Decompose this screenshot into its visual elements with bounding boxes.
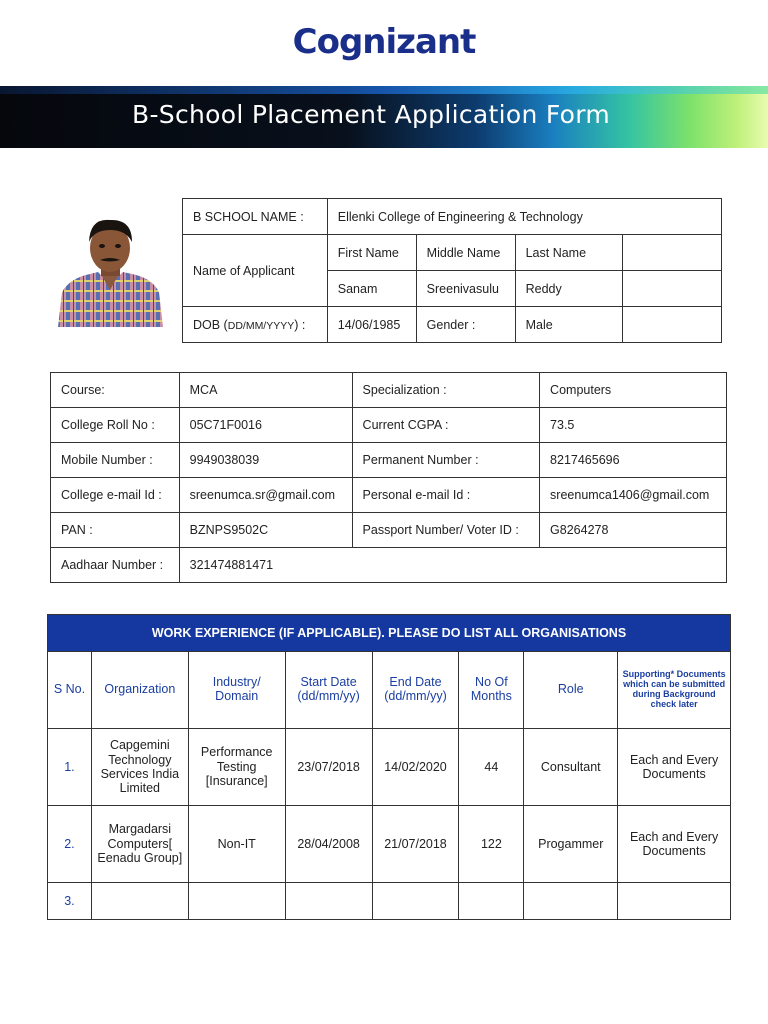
row-months: 122 <box>459 806 524 883</box>
work-experience-title: WORK EXPERIENCE (IF APPLICABLE). PLEASE DO LIST ALL ORGANISATIONS <box>48 615 731 652</box>
col-end-date: End Date (dd/mm/yy) <box>372 652 459 729</box>
school-label: B SCHOOL NAME : <box>183 199 328 235</box>
row-start-date: 23/07/2018 <box>285 729 372 806</box>
first-name-label: First Name <box>327 235 416 271</box>
personal-email-label: Personal e-mail Id : <box>352 478 540 513</box>
row-organization: Margadarsi Computers[ Eenadu Group] <box>91 806 188 883</box>
gender-value: Male <box>515 307 623 343</box>
row-organization: Capgemini Technology Services India Limited <box>91 729 188 806</box>
row-sno: 2. <box>48 806 92 883</box>
row-start-date <box>285 883 372 920</box>
row-end-date: 21/07/2018 <box>372 806 459 883</box>
form-title: B-School Placement Application Form <box>132 100 611 129</box>
row-role <box>524 883 618 920</box>
specialization-value: Computers <box>540 373 727 408</box>
row-role: Consultant <box>524 729 618 806</box>
row-industry: Non-IT <box>188 806 285 883</box>
empty-cell <box>623 307 722 343</box>
aadhaar-label: Aadhaar Number : <box>51 548 180 583</box>
table-row <box>48 729 731 806</box>
applicant-table <box>182 198 722 343</box>
row-start-date: 28/04/2008 <box>285 806 372 883</box>
specialization-label: Specialization : <box>352 373 540 408</box>
col-start-date: Start Date (dd/mm/yy) <box>285 652 372 729</box>
col-supporting-docs: Supporting* Documents which can be submitted during Background check later <box>618 652 731 729</box>
dob-label <box>183 307 328 343</box>
college-email-value: sreenumca.sr@gmail.com <box>179 478 352 513</box>
applicant-name-label: Name of Applicant <box>183 235 328 307</box>
table-row <box>48 806 731 883</box>
permanent-number-label: Permanent Number : <box>352 443 540 478</box>
dob-value: 14/06/1985 <box>327 307 416 343</box>
dob-label-start: DOB ( <box>193 317 228 332</box>
col-months: No Of Months <box>459 652 524 729</box>
cognizant-logo: Cognizant <box>292 22 476 62</box>
pan-label: PAN : <box>51 513 180 548</box>
middle-name-value: Sreenivasulu <box>416 271 515 307</box>
dob-format: DD/MM/YYYY <box>227 319 295 332</box>
mobile-value: 9949038039 <box>179 443 352 478</box>
row-industry: Performance Testing [Insurance] <box>188 729 285 806</box>
aadhaar-value: 321474881471 <box>179 548 726 583</box>
col-industry: Industry/ Domain <box>188 652 285 729</box>
row-months <box>459 883 524 920</box>
col-sno: S No. <box>48 652 92 729</box>
cgpa-value: 73.5 <box>540 408 727 443</box>
last-name-label: Last Name <box>515 235 623 271</box>
col-organization: Organization <box>91 652 188 729</box>
permanent-number-value: 8217465696 <box>540 443 727 478</box>
last-name-value: Reddy <box>515 271 623 307</box>
row-months: 44 <box>459 729 524 806</box>
row-end-date: 14/02/2020 <box>372 729 459 806</box>
roll-label: College Roll No : <box>51 408 180 443</box>
empty-cell <box>623 271 722 307</box>
course-value: MCA <box>179 373 352 408</box>
course-label: Course: <box>51 373 180 408</box>
gender-label: Gender : <box>416 307 515 343</box>
details-table <box>50 372 727 583</box>
row-docs <box>618 883 731 920</box>
col-role: Role <box>524 652 618 729</box>
row-end-date <box>372 883 459 920</box>
row-sno: 1. <box>48 729 92 806</box>
dob-label-end: ) : <box>294 317 306 332</box>
pan-value: BZNPS9502C <box>179 513 352 548</box>
row-docs: Each and Every Documents <box>618 806 731 883</box>
row-role: Progammer <box>524 806 618 883</box>
applicant-photo <box>56 216 165 327</box>
cgpa-label: Current CGPA : <box>352 408 540 443</box>
mobile-label: Mobile Number : <box>51 443 180 478</box>
table-row <box>48 883 731 920</box>
row-sno: 3. <box>48 883 92 920</box>
roll-value: 05C71F0016 <box>179 408 352 443</box>
row-industry <box>188 883 285 920</box>
empty-cell <box>623 235 722 271</box>
row-docs: Each and Every Documents <box>618 729 731 806</box>
row-organization <box>91 883 188 920</box>
passport-label: Passport Number/ Voter ID : <box>352 513 540 548</box>
school-value: Ellenki College of Engineering & Technology <box>327 199 721 235</box>
middle-name-label: Middle Name <box>416 235 515 271</box>
passport-value: G8264278 <box>540 513 727 548</box>
first-name-value: Sanam <box>327 271 416 307</box>
work-experience-table <box>47 614 731 920</box>
college-email-label: College e-mail Id : <box>51 478 180 513</box>
personal-email-value: sreenumca1406@gmail.com <box>540 478 727 513</box>
